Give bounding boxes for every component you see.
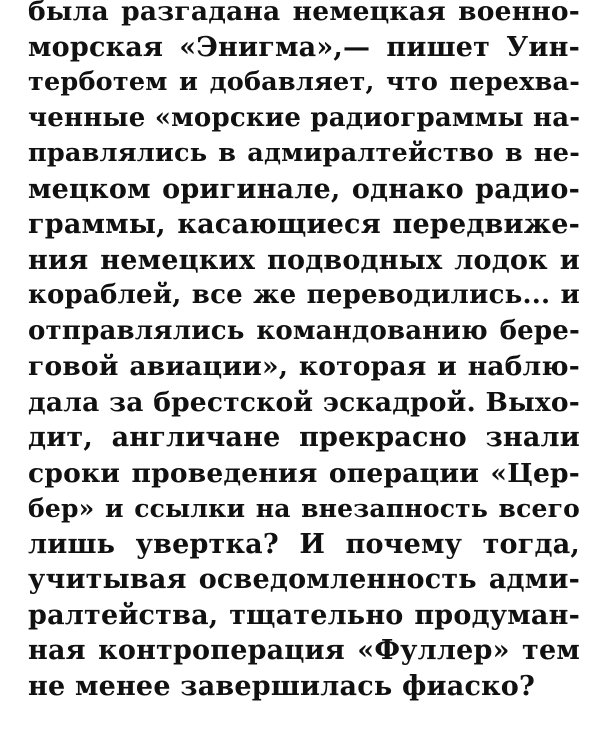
text-line-1: была разгадана немецкая военно- — [28, 0, 580, 27]
text-line-3: терботем и добавляет, что перехва- — [28, 67, 580, 97]
body-text — [28, 0, 580, 704]
text-line-2: морская «Энигма»,— пишет Уин- — [28, 31, 580, 63]
text-line-10: отправлялись командованию бере- — [28, 315, 580, 346]
text-line-11: говой авиации», которая и наблю- — [28, 351, 580, 382]
text-line-16: лишь увертка? И почему тогда, — [28, 528, 580, 560]
text-line-15: бер» и ссылки на внезапность всего — [28, 494, 580, 523]
text-line-5: правлялись в адмиралтейство в не- — [28, 138, 580, 168]
text-line-9: кораблей, все же переводились... и — [28, 280, 580, 310]
text-line-4: ченные «морские радиограммы на- — [28, 102, 581, 133]
text-line-13: дит, англичане прекрасно знали — [28, 422, 580, 453]
text-line-19: ная контроперация «Фуллер» тем — [28, 635, 580, 666]
text-line-20: не менее завершилась фиаско? — [28, 670, 536, 702]
text-line-17: учитывая осведомленность адми- — [28, 564, 580, 595]
text-line-14: сроки проведения операции «Цер- — [28, 457, 580, 489]
text-line-6: мецком оригинале, однако радио- — [28, 173, 580, 205]
text-line-18: ралтейства, тщательно продуман- — [28, 599, 580, 631]
text-line-7: граммы, касающиеся передвиже- — [28, 209, 580, 240]
text-line-12: дала за брестской эскадрой. Выхо- — [28, 386, 580, 418]
text-line-8: ния немецких подводных лодок и — [28, 244, 580, 276]
